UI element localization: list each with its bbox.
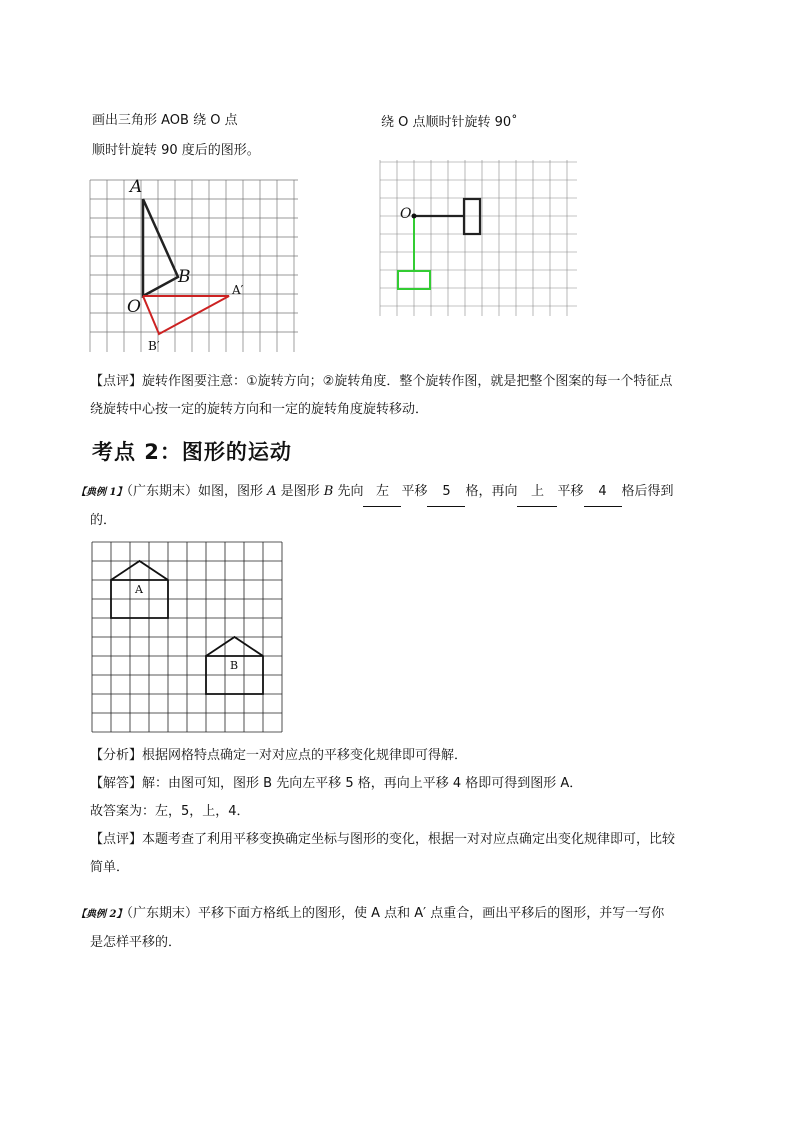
final-answer: 故答案为：左，5，上，4． bbox=[90, 804, 250, 819]
example1-solution bbox=[90, 742, 730, 882]
example1-B: B bbox=[323, 484, 334, 499]
example1-tag: 【典例 1】 bbox=[76, 487, 127, 498]
fig1-rotation-figure bbox=[90, 180, 300, 355]
fig1-triangle-original bbox=[143, 199, 178, 296]
fig2-caption: 绕 O 点顺时针旋转 90˚ bbox=[381, 115, 518, 130]
example2-text-line2: 是怎样平移的． bbox=[90, 935, 182, 950]
house-B-label: B bbox=[230, 659, 239, 672]
example1-blank3: 上 bbox=[517, 478, 557, 507]
fig1-label-O: O bbox=[127, 297, 141, 317]
fig2-grid bbox=[380, 160, 577, 316]
fig1-label-B: B bbox=[178, 267, 191, 287]
example1-text-b: 是图形 bbox=[276, 484, 324, 499]
fig1-label-A: A bbox=[130, 177, 143, 197]
fig2-center-point bbox=[412, 214, 417, 219]
analysis-tag: 【分析】 bbox=[90, 748, 143, 763]
fig1-caption-line1: 画出三角形 AOB 绕 O 点 bbox=[92, 113, 238, 128]
comment1-text-line1: 旋转作图要注意：①旋转方向；②旋转角度．整个旋转作图，就是把整个图案的每一个特征点 bbox=[142, 374, 673, 389]
example1-text-a: （广东期末）如图，图形 bbox=[126, 484, 268, 499]
example1-text-g: 格后得到 bbox=[621, 484, 674, 499]
comment1-tag: 【点评】 bbox=[90, 374, 143, 389]
fig1-label-B-prime: B′ bbox=[148, 339, 160, 353]
example2-tag: 【典例 2】 bbox=[76, 909, 127, 920]
example1-grid bbox=[92, 542, 282, 732]
comment2-line1: 本题考查了利用平移变换确定坐标与图形的变化，根据一对对应点确定出变化规律即可，比较 bbox=[142, 832, 676, 847]
fig2-rotation-figure bbox=[380, 160, 580, 320]
example1-blank2: 5 bbox=[427, 478, 465, 507]
answer-tag: 【解答】 bbox=[90, 776, 143, 791]
comment1-text-line2: 绕旋转中心按一定的旋转方向和一定的旋转角度旋转移动． bbox=[90, 402, 429, 417]
fig1-grid bbox=[90, 180, 298, 352]
section-heading: 考点 2：图形的运动 bbox=[92, 440, 292, 464]
example2-text-line1: （广东期末）平移下面方格纸上的图形，使 A 点和 A′ 点重合，画出平移后的图形，并写一写你 bbox=[126, 906, 665, 921]
example1-text-e: 格，再向 bbox=[465, 484, 518, 499]
example1-blank1: 左 bbox=[363, 478, 401, 507]
comment2-tag: 【点评】 bbox=[90, 832, 143, 847]
comment1 bbox=[90, 368, 730, 424]
example1-grid-figure bbox=[92, 542, 286, 736]
fig1-caption-line2: 顺时针旋转 90 度后的图形。 bbox=[92, 143, 260, 158]
example1-text-f: 平移 bbox=[557, 484, 584, 499]
fig1-triangle-rotated bbox=[143, 296, 229, 334]
house-A-label: A bbox=[135, 583, 143, 596]
example1-text-d: 平移 bbox=[401, 484, 428, 499]
example1-A: A bbox=[267, 484, 277, 499]
fig2-label-O: O bbox=[400, 206, 412, 222]
answer-text: 解：由图可知，图形 B 先向左平移 5 格，再向上平移 4 格即可得到图形 A． bbox=[142, 776, 583, 791]
example1-text-c: 先向 bbox=[333, 484, 364, 499]
analysis-text: 根据网格特点确定一对对应点的平移变化规律即可得解． bbox=[142, 748, 468, 763]
example2-question bbox=[76, 900, 736, 957]
fig1-label-A-prime: A′ bbox=[232, 283, 244, 297]
example1-blank4: 4 bbox=[584, 478, 622, 507]
comment2-line2: 简单． bbox=[90, 860, 130, 875]
example1-question bbox=[76, 478, 674, 507]
example1-text-line2: 的． bbox=[90, 513, 117, 528]
fig2-original-rect bbox=[464, 199, 480, 234]
